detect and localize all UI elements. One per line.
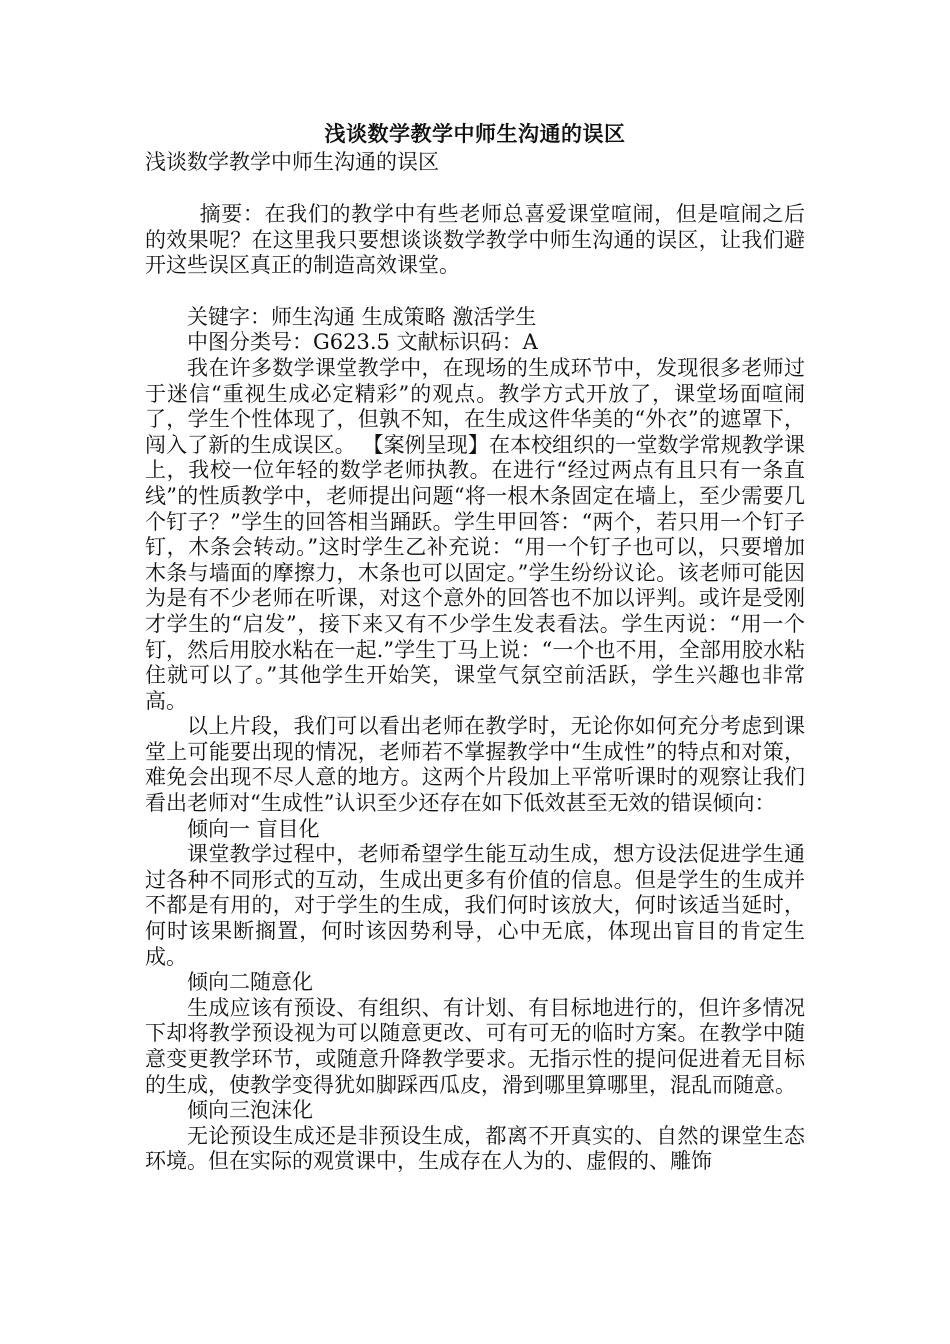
heading-tendency-2: 倾向二随意化 <box>187 970 313 995</box>
heading-tendency-1: 倾向一 盲目化 <box>187 816 320 841</box>
document-subtitle: 浅谈数学教学中师生沟通的误区 <box>145 150 439 174</box>
document-title: 浅谈数学教学中师生沟通的误区 <box>324 121 626 146</box>
classification-line: 中图分类号：G623.5 文献标识码：A <box>187 330 538 355</box>
heading-tendency-3: 倾向三泡沫化 <box>187 1098 313 1123</box>
body-paragraph-tendency-3: 无论预设生成还是非预设生成，都离不开真实的、自然的课堂生态环境。但在实际的观赏课中，生成存在人为的、虚假的、雕饰 <box>145 1123 805 1174</box>
document-page <box>145 120 805 1175</box>
body-paragraph-tendency-2: 生成应该有预设、有组织、有计划、有目标地进行的，但许多情况下却将教学预设视为可以随意更改、可有可无的临时方案。在教学中随意变更教学环节，或随意升降教学要求。无指示性的提问促进着无目标的生成，使教学变得犹如脚踩西瓜皮，滑到哪里算哪里，混乱而随意。 <box>145 995 805 1097</box>
body-paragraph-case: 我在许多数学课堂教学中，在现场的生成环节中，发现很多老师过于迷信“重视生成必定精彩”的观点。教学方式开放了，课堂场面喧闹了，学生个性体现了，但孰不知，在生成这件华美的“外衣”的遮罩下，闯入了新的生成误区。 【案例呈现】在本校组织的一堂数学常规教学课上，我校一位年轻的数学老师执教。在进行“经过两点有且只有一条直线”的性质教学中，老师提出问题“将一根木条固定在墙上，至少需要几个钉子？”学生的回答相当踊跃。学生甲回答：“两个，若只用一个钉子钉，木条会转动。”这时学生乙补充说：“用一个钉子也可以，只要增加木条与墙面的摩擦力，木条也可以固定。”学生纷纷议论。该老师可能因为是有不少老师在听课，对这个意外的回答也不加以评判。或许是受刚才学生的“启发”，接下来又有不少学生发表看法。学生丙说：“用一个钉，然后用胶水粘在一起.”学生丁马上说：“一个也不用，全部用胶水粘住就可以了。”其他学生开始笑，课堂气氛空前活跃，学生兴趣也非常高。 <box>145 355 805 713</box>
abstract-paragraph: 摘要：在我们的教学中有些老师总喜爱课堂喧闹，但是喧闹之后的效果呢？在这里我只要想谈谈数学教学中师生沟通的误区，让我们避开这些误区真正的制造高效课堂。 <box>145 202 805 278</box>
keywords-line: 关键字：师生沟通 生成策略 激活学生 <box>187 304 537 329</box>
body-paragraph-analysis: 以上片段，我们可以看出老师在教学时，无论你如何充分考虑到课堂上可能要出现的情况，老师若不掌握教学中“生成性”的特点和对策，难免会出现不尽人意的地方。这两个片段加上平常听课时的观察让我们看出老师对“生成性”认识至少还存在如下低效甚至无效的错误倾向： <box>145 714 805 816</box>
body-paragraph-tendency-1: 课堂教学过程中，老师希望学生能互动生成，想方设法促进学生通过各种不同形式的互动，生成出更多有价值的信息。但是学生的生成并不都是有用的，对于学生的生成，我们何时该放大，何时该适当延时，何时该果断搁置，何时该因势利导，心中无底，体现出盲目的肯定生成。 <box>145 842 805 969</box>
